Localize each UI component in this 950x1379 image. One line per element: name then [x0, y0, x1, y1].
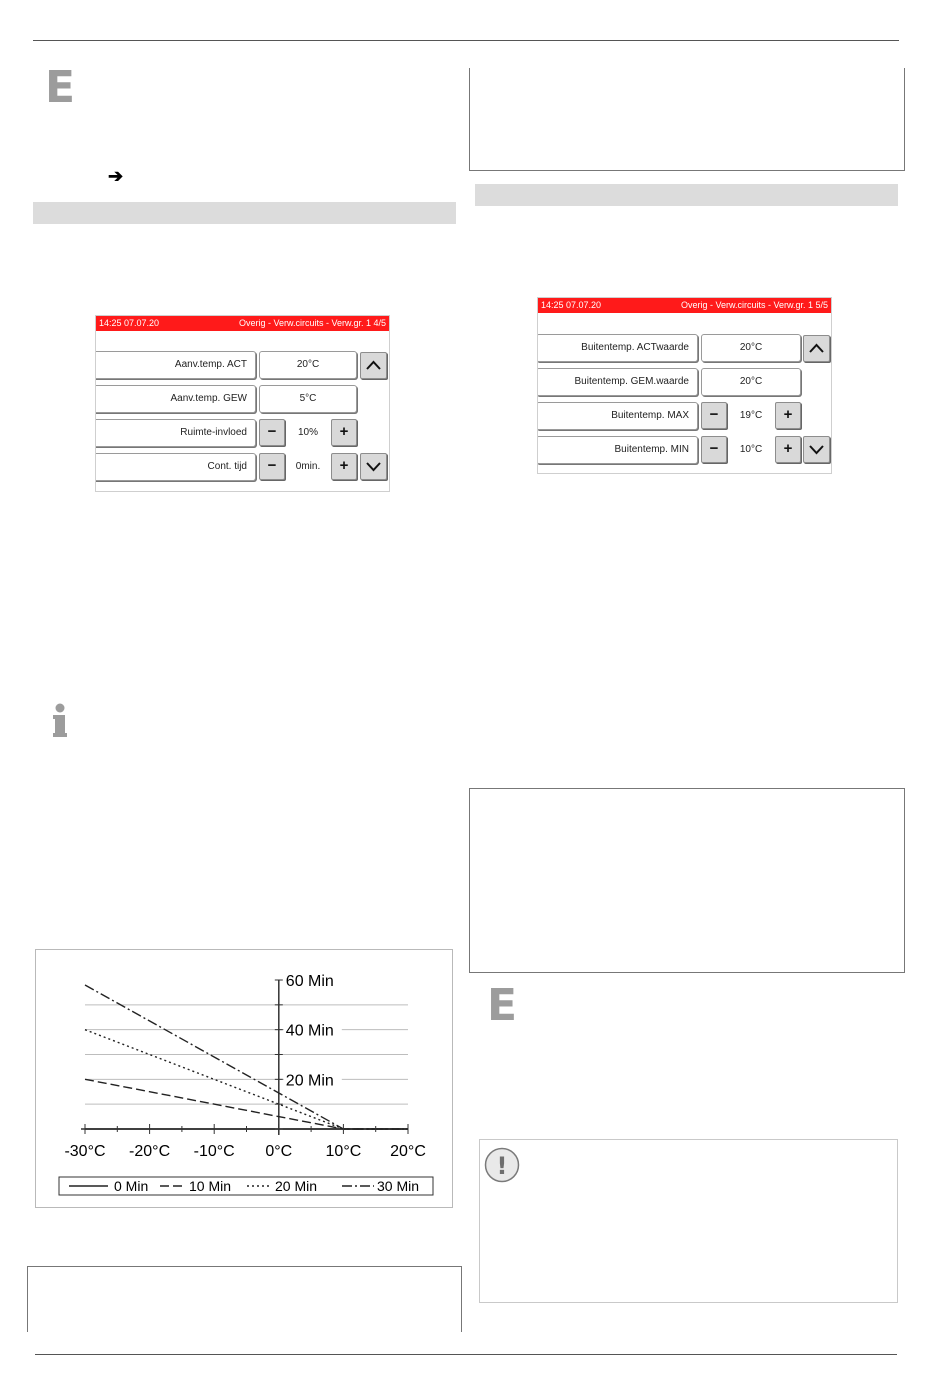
- arrow-right-icon: ➔: [108, 166, 124, 186]
- room-influence-plus-button[interactable]: +: [331, 419, 357, 446]
- section-heading-bar-right: [475, 184, 898, 206]
- cont-time-plus-button[interactable]: +: [331, 453, 357, 480]
- row-value-supply-temp-setpoint: 5°C: [259, 385, 357, 413]
- controller-screen-heating-circuit-4: [95, 315, 390, 492]
- chevron-down-icon: [804, 437, 829, 462]
- screen-datetime: 14:25 07.07.20: [541, 300, 602, 310]
- row-label-outside-temp-average: Buitentemp. GEM.waarde: [537, 368, 698, 396]
- warning-icon: [484, 1147, 520, 1183]
- scroll-up-button[interactable]: [360, 352, 387, 379]
- warning-icon-glyph: !: [496, 1152, 508, 1180]
- chevron-down-icon: [361, 454, 386, 479]
- legend-label: 20 Min: [275, 1178, 318, 1194]
- cont-time-minus-button[interactable]: −: [259, 453, 285, 480]
- row-value-outside-temp-average: 20°C: [701, 368, 801, 396]
- x-tick-label: -20°C: [129, 1143, 171, 1160]
- scroll-down-button[interactable]: [803, 436, 830, 463]
- section-heading-bar: [33, 202, 456, 224]
- screen-menu-path: Overig - Verw.circuits - Verw.gr. 1 4/5: [238, 318, 386, 328]
- x-tick-label: 0°C: [265, 1143, 293, 1160]
- row-label-outside-temp-min: Buitentemp. MIN: [537, 436, 698, 464]
- header-rule: [33, 40, 899, 41]
- legend-label: 30 Min: [377, 1178, 420, 1194]
- outside-temp-max-minus-button[interactable]: −: [701, 402, 727, 429]
- section-e-icon: E: [45, 62, 76, 113]
- row-value-outside-temp-actual: 20°C: [701, 334, 801, 362]
- outside-temp-max-value: 19°C: [728, 403, 774, 429]
- scroll-up-button[interactable]: [803, 335, 830, 362]
- screen-header: [538, 298, 831, 313]
- row-label-supply-temp-actual: Aanv.temp. ACT: [95, 351, 256, 379]
- outside-temp-min-value: 10°C: [728, 437, 774, 463]
- row-value-supply-temp-actual: 20°C: [259, 351, 357, 379]
- section-e-icon-right: E: [487, 980, 518, 1031]
- room-influence-minus-button[interactable]: −: [259, 419, 285, 446]
- note-box-bottom-left: [27, 1266, 462, 1332]
- y-tick-label: 60 Min: [285, 973, 334, 990]
- row-label-cont-time: Cont. tijd: [95, 453, 256, 481]
- chevron-up-icon: [361, 353, 386, 378]
- x-tick-label: 20°C: [390, 1143, 426, 1160]
- x-tick-label: -10°C: [193, 1143, 235, 1160]
- footer-rule: [35, 1354, 897, 1355]
- row-label-supply-temp-setpoint: Aanv.temp. GEW: [95, 385, 256, 413]
- legend-label: 10 Min: [189, 1178, 232, 1194]
- y-tick-label: 20 Min: [285, 1072, 334, 1090]
- screen-menu-path: Overig - Verw.circuits - Verw.gr. 1 5/5: [680, 300, 828, 310]
- continuation-time-chart: [36, 950, 452, 1207]
- warning-box: [479, 1139, 898, 1303]
- row-label-outside-temp-max: Buitentemp. MAX: [537, 402, 698, 430]
- screen-header: [96, 316, 389, 331]
- note-box-middle-right: [469, 788, 905, 973]
- x-tick-label: -30°C: [64, 1143, 106, 1160]
- controller-screen-heating-circuit-5: [537, 297, 832, 474]
- outside-temp-max-plus-button[interactable]: +: [775, 402, 801, 429]
- outside-temp-min-minus-button[interactable]: −: [701, 436, 727, 463]
- row-label-outside-temp-actual: Buitentemp. ACTwaarde: [537, 334, 698, 362]
- row-label-room-influence: Ruimte-invloed: [95, 419, 256, 447]
- note-box-top-right: [469, 68, 905, 171]
- info-icon: [50, 703, 70, 744]
- x-tick-label: 10°C: [325, 1143, 362, 1160]
- screen-datetime: 14:25 07.07.20: [99, 318, 160, 328]
- scroll-down-button[interactable]: [360, 453, 387, 480]
- room-influence-value: 10%: [286, 420, 330, 446]
- cont-time-value: 0min.: [286, 454, 330, 480]
- legend-label: 0 Min: [114, 1178, 149, 1194]
- outside-temp-min-plus-button[interactable]: +: [775, 436, 801, 463]
- series-line-30-min: [85, 985, 408, 1129]
- chart-frame: [35, 949, 453, 1208]
- chevron-up-icon: [804, 336, 829, 361]
- y-tick-label: 40 Min: [285, 1022, 334, 1040]
